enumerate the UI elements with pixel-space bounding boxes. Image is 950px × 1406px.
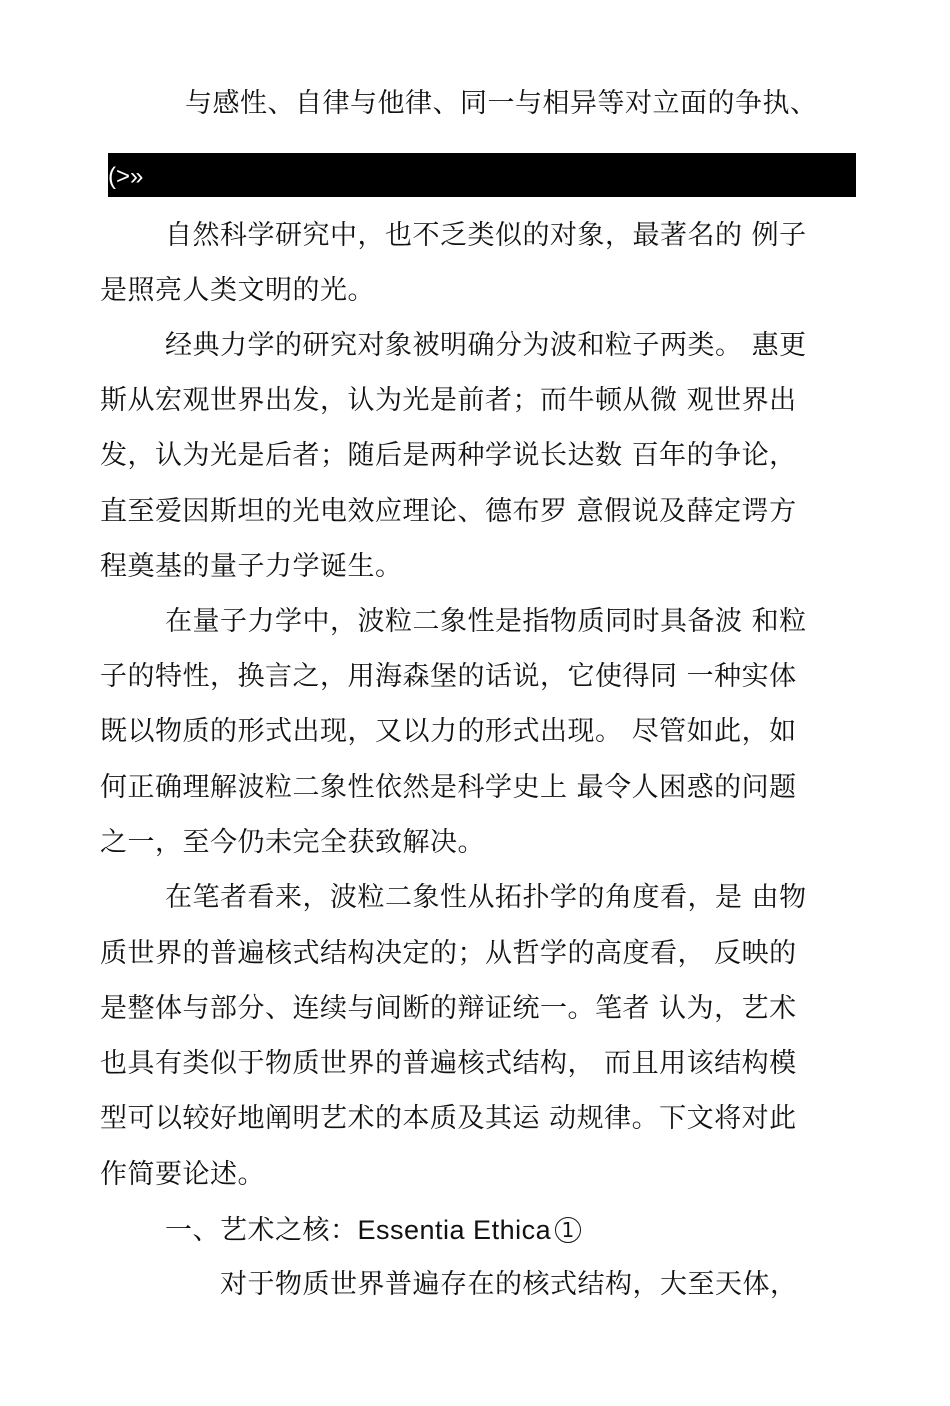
redaction-bar-text: (>» bbox=[108, 163, 144, 190]
paragraph-3-line-2: 子的特性，换言之，用海森堡的话说，它使得同 一种实体 bbox=[100, 661, 797, 692]
paragraph-2-line-1: 经典力学的研究对象被明确分为波和粒子两类。 惠更 bbox=[165, 330, 807, 361]
paragraph-2-line-5: 程奠基的量子力学诞生。 bbox=[100, 551, 403, 582]
paragraph-4-line-4: 也具有类似于物质世界的普遍核式结构， 而且用该结构模 bbox=[100, 1048, 797, 1079]
paragraph-3-line-1: 在量子力学中，波粒二象性是指物质同时具备波 和粒 bbox=[165, 606, 807, 637]
footnote-mark: 1 bbox=[555, 1217, 581, 1243]
section-heading-latin: Essentia Ethica bbox=[357, 1215, 552, 1245]
paragraph-4-line-5: 型可以较好地阐明艺术的本质及其运 动规律。下文将对此 bbox=[100, 1103, 797, 1134]
last-text-line: 对于物质世界普遍存在的核式结构，大至天体， bbox=[220, 1269, 798, 1300]
paragraph-4-line-1: 在笔者看来，波粒二象性从拓扑学的角度看，是 由物 bbox=[165, 882, 807, 913]
top-text-line: 与感性、自律与他律、同一与相异等对立面的争执、 bbox=[185, 88, 818, 119]
paragraph-4-line-6: 作简要论述。 bbox=[100, 1159, 265, 1190]
paragraph-2-line-4: 直至爱因斯坦的光电效应理论、德布罗 意假说及薛定谔方 bbox=[100, 496, 797, 527]
paragraph-2-line-3: 发，认为光是后者；随后是两种学说长达数 百年的争论， bbox=[100, 440, 797, 471]
paragraph-1-line-2: 是照亮人类文明的光。 bbox=[100, 275, 375, 306]
redaction-bar bbox=[108, 153, 856, 197]
paragraph-1-line-1: 自然科学研究中，也不乏类似的对象，最著名的 例子 bbox=[165, 220, 807, 251]
paragraph-3-line-4: 何正确理解波粒二象性依然是科学史上 最令人困惑的问题 bbox=[100, 772, 797, 803]
paragraph-4-line-2: 质世界的普遍核式结构决定的；从哲学的高度看， 反映的 bbox=[100, 938, 797, 969]
paragraph-3-line-5: 之一，至今仍未完全获致解决。 bbox=[100, 827, 485, 858]
section-heading-prefix: 一、艺术之核： bbox=[165, 1215, 358, 1246]
paragraph-3-line-3: 既以物质的形式出现，又以力的形式出现。 尽管如此，如 bbox=[100, 716, 797, 747]
section-heading bbox=[165, 1212, 915, 1249]
paragraph-4-line-3: 是整体与部分、连续与间断的辩证统一。笔者 认为，艺术 bbox=[100, 993, 797, 1024]
paragraph-2-line-2: 斯从宏观世界出发，认为光是前者；而牛顿从微 观世界出 bbox=[100, 385, 797, 416]
